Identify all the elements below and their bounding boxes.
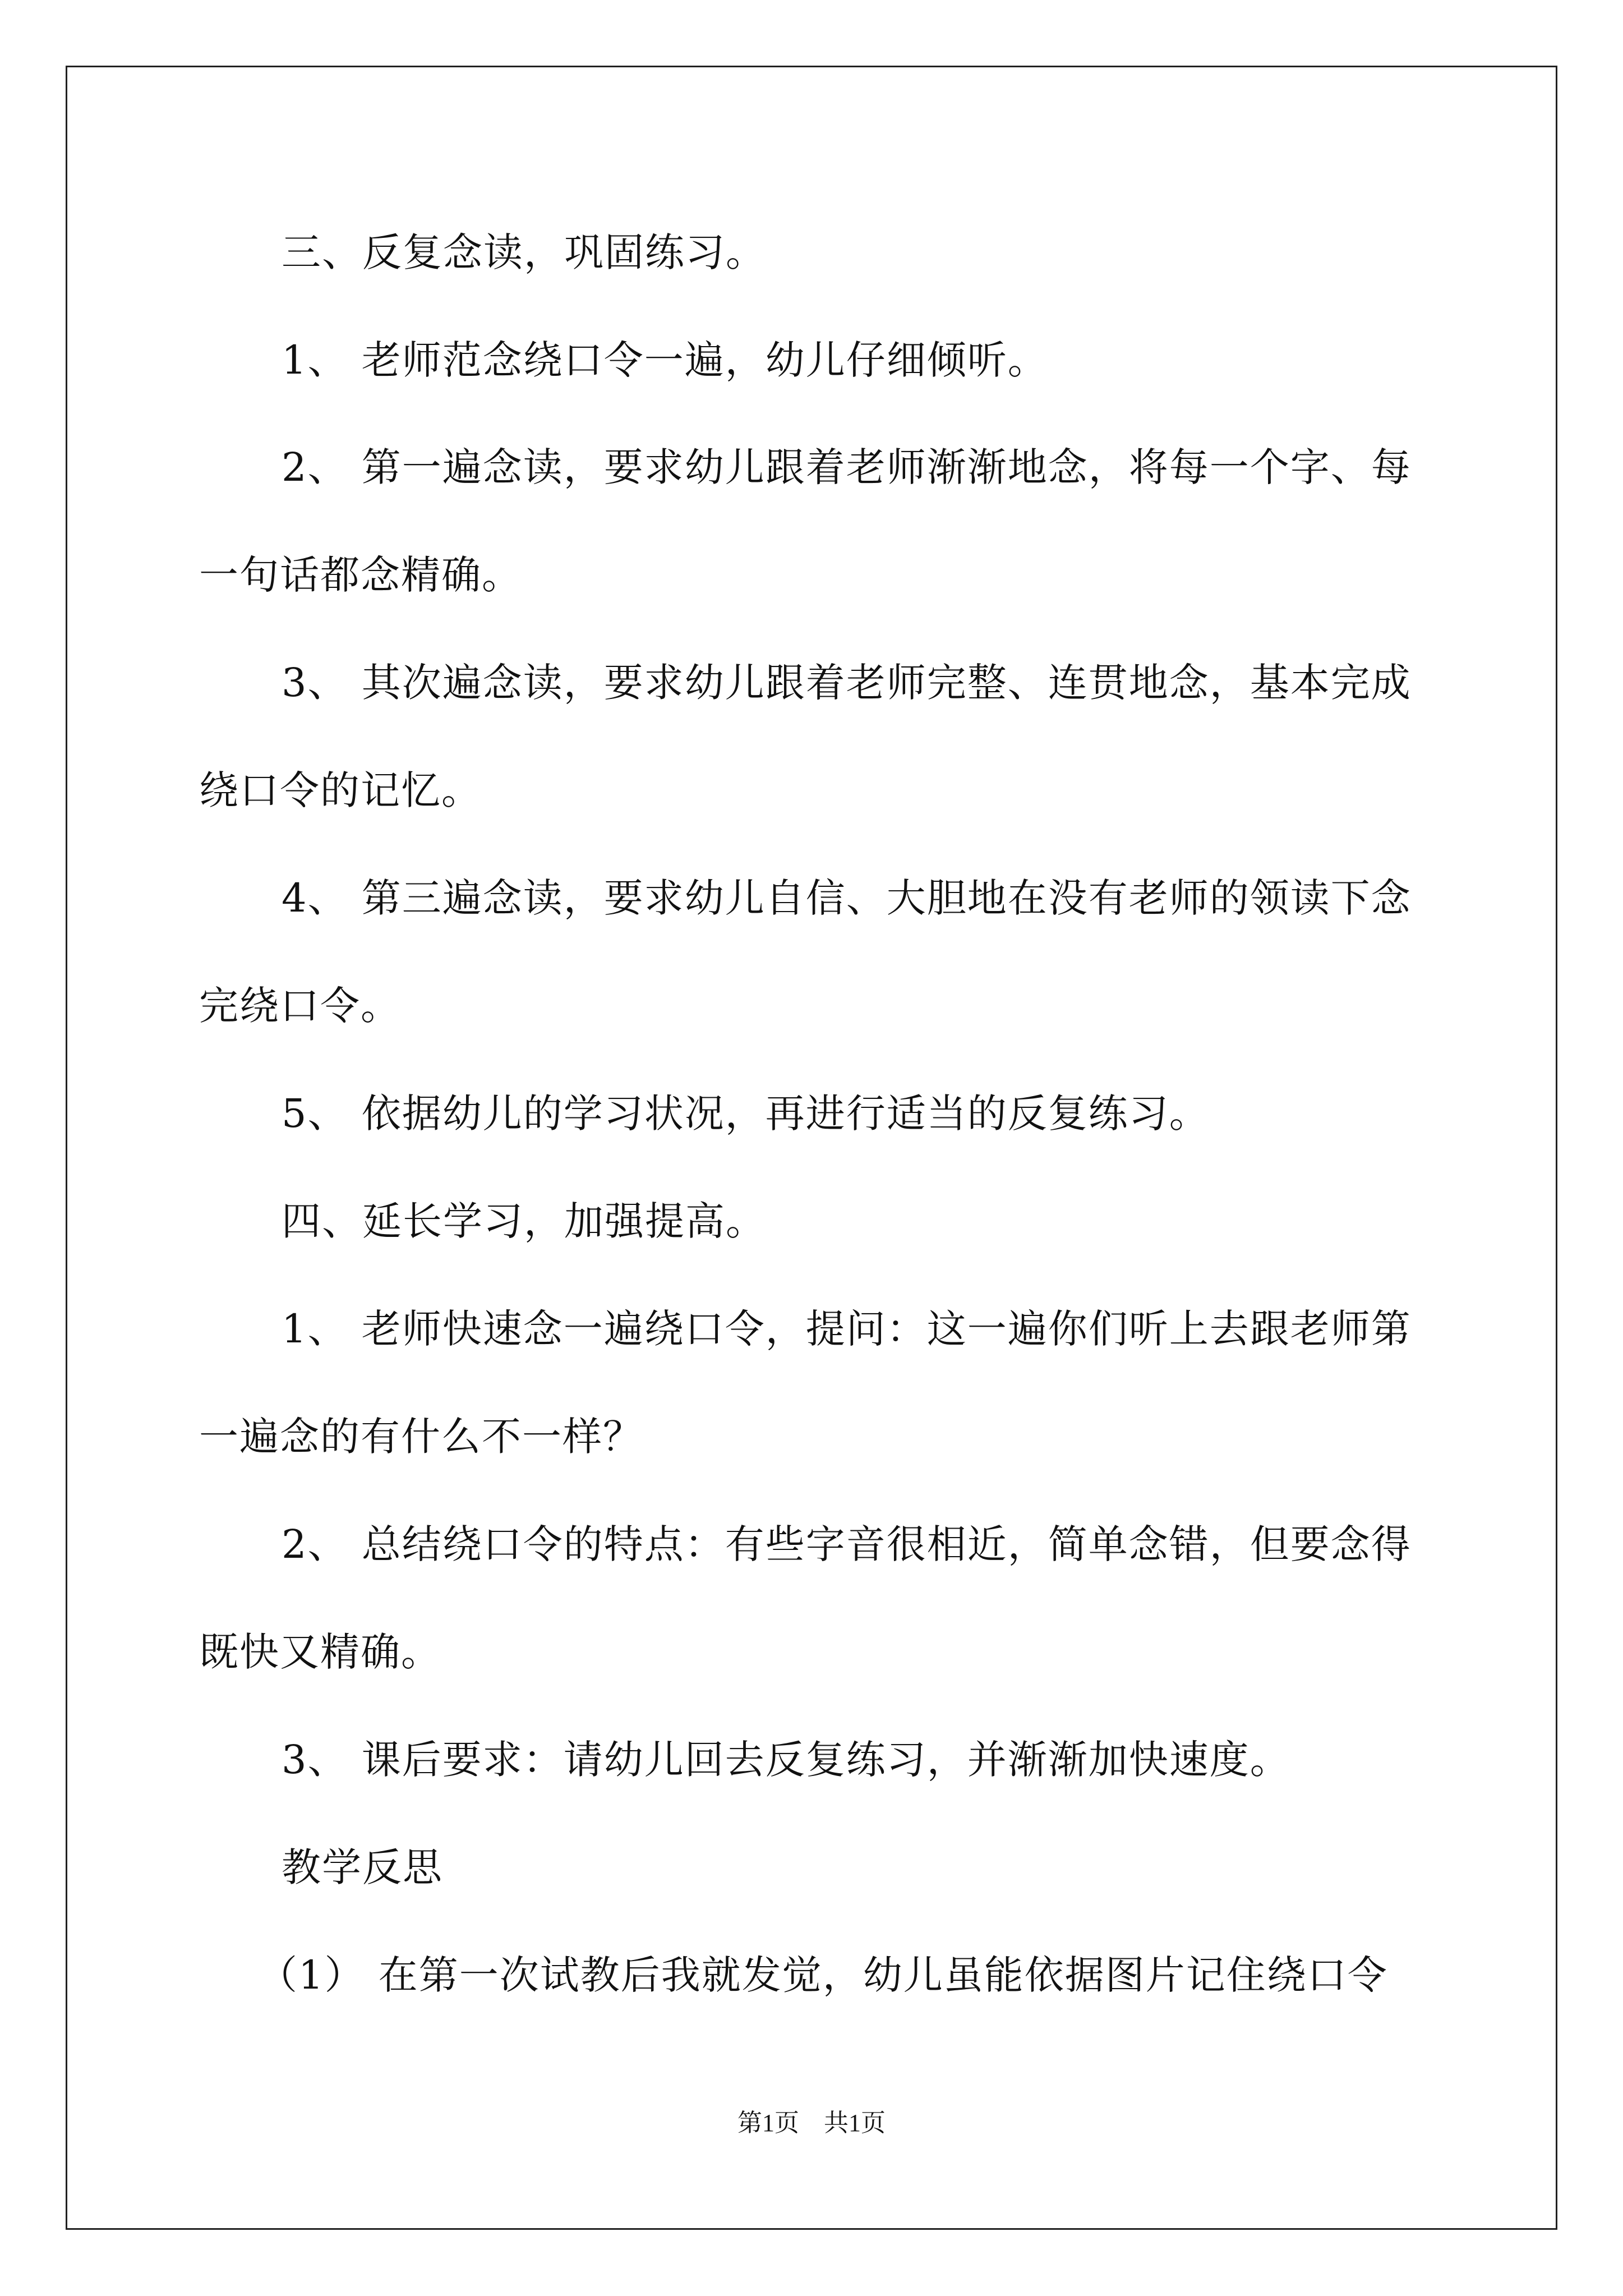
paragraph-line: 一遍念的有什么不一样？	[199, 1414, 643, 1460]
paragraph-line: 绕口令的记忆。	[199, 767, 482, 813]
page-footer: 第1页 共1页	[737, 2109, 886, 2137]
paragraph-line: 1、 老师范念绕口令一遍，幼儿仔细倾听。	[282, 337, 1048, 383]
paragraph-line: 5、 依据幼儿的学习状况，再进行适当的反复练习。	[282, 1091, 1210, 1137]
section-heading-3: 三、反复念读，巩固练习。	[282, 229, 766, 275]
page-border	[66, 66, 1557, 2230]
paragraph-line: 3、 其次遍念读，要求幼儿跟着老师完整、连贯地念，基本完成	[282, 660, 1412, 706]
paragraph-line: 一句话都念精确。	[199, 552, 522, 598]
paragraph-line: （1） 在第一次试教后我就发觉，幼儿虽能依据图片记住绕口令	[258, 1952, 1388, 1998]
paragraph-line: 2、 第一遍念读，要求幼儿跟着老师渐渐地念，将每一个字、每	[282, 444, 1412, 490]
paragraph-line: 既快又精确。	[199, 1629, 441, 1675]
paragraph-line: 完绕口令。	[199, 983, 401, 1029]
paragraph-line: 3、 课后要求：请幼儿回去反复练习，并渐渐加快速度。	[282, 1737, 1290, 1783]
paragraph-line: 2、 总结绕口令的特点：有些字音很相近，简单念错，但要念得	[282, 1521, 1412, 1567]
section-heading-reflection: 教学反思	[282, 1844, 443, 1890]
paragraph-line: 1、 老师快速念一遍绕口令，提问：这一遍你们听上去跟老师第	[282, 1306, 1412, 1352]
paragraph-line: 4、 第三遍念读，要求幼儿自信、大胆地在没有老师的领读下念	[282, 875, 1412, 921]
section-heading-4: 四、延长学习，加强提高。	[282, 1198, 766, 1244]
